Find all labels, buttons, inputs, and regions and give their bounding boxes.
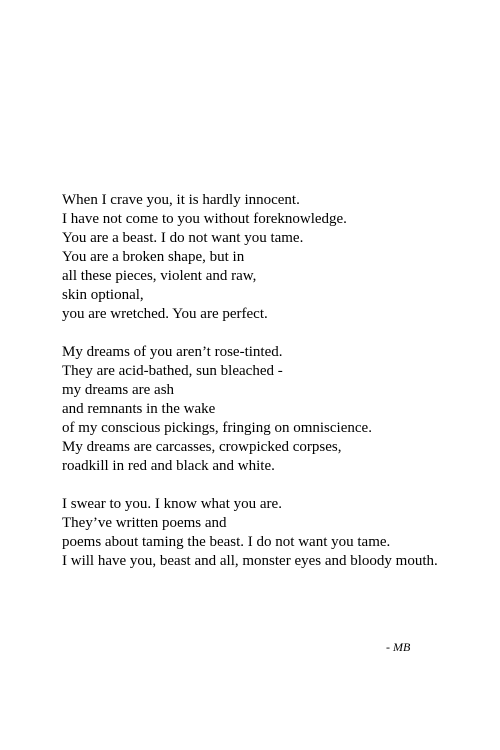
poem-line: roadkill in red and black and white.	[62, 458, 275, 474]
poem-line: all these pieces, violent and raw,	[62, 268, 257, 284]
author-signature	[386, 639, 410, 655]
poem-body	[62, 191, 482, 590]
poem-line: and remnants in the wake	[62, 401, 216, 417]
poem-line: My dreams are carcasses, crowpicked corpses,	[62, 439, 342, 455]
poem-line: My dreams of you aren’t rose-tinted.	[62, 344, 283, 360]
poem-line: They’ve written poems and	[62, 515, 227, 531]
poem-line: They are acid-bathed, sun bleached -	[62, 363, 283, 379]
signature-initials: MB	[393, 640, 411, 654]
poem-line: you are wretched. You are perfect.	[62, 306, 268, 322]
poem-line: skin optional,	[62, 287, 144, 303]
poem-line: my dreams are ash	[62, 382, 175, 398]
poem-line: I swear to you. I know what you are.	[62, 496, 282, 512]
stanza-1	[62, 191, 482, 324]
poem-line: of my conscious pickings, fringing on omniscience.	[62, 420, 372, 436]
poem-line: poems about taming the beast. I do not want you tame.	[62, 534, 391, 550]
poem-line: I have not come to you without foreknowledge.	[62, 211, 347, 227]
poem-line: When I crave you, it is hardly innocent.	[62, 192, 300, 208]
poem-line: You are a broken shape, but in	[62, 249, 245, 265]
signature-dash: -	[386, 640, 393, 654]
stanza-2	[62, 343, 482, 476]
poem-line: You are a beast. I do not want you tame.	[62, 230, 304, 246]
poem-line: I will have you, beast and all, monster eyes and bloody mouth.	[62, 553, 438, 569]
stanza-3	[62, 495, 482, 571]
